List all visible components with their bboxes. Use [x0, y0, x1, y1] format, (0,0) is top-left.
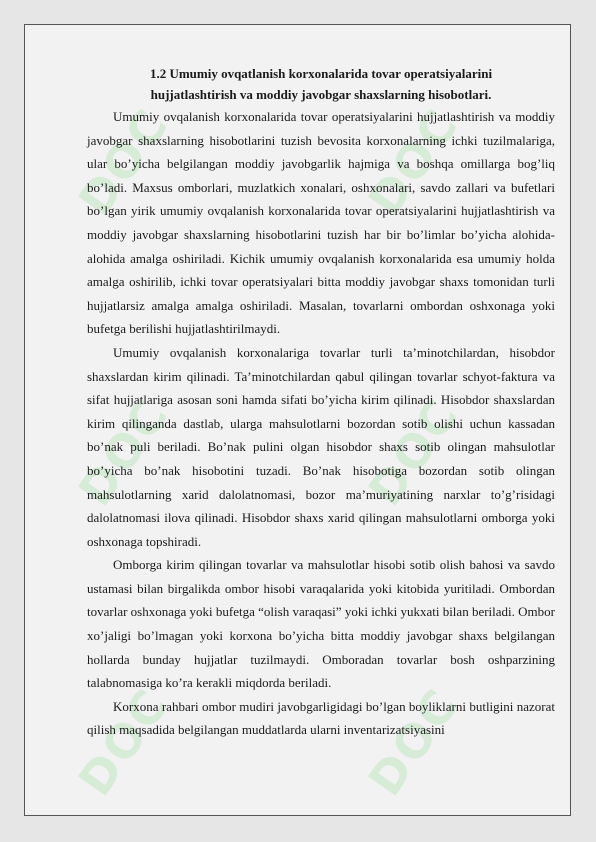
- document-page: [24, 24, 571, 816]
- paragraph-1: Umumiy ovqalanish korxonalarida tovar operatsiyalarini hujjatlashtirish va moddiy javobgar shaxslarning hisobotlarini tuzish bevosita korxonalarning ichki tuzilmalariga, ular bo’yicha belgilangan moddiy javobgarlik hajmiga va boshqa omillarga bog’liq bo’ladi. Maxsus omborlari, muzlatkich xonalari, oshxonalari, savdo zallari va bufetlari bo’lgan yirik umumiy ovqalanish korxonalarida tovar operatsiyalarini hujjatlashtirish va moddiy javobgar shaxslarning hisobotlarini tuzish har bir bo’limlar bo’yicha alohida-alohida amalga oshiriladi. Kichik umumiy ovqalanish korxonalarida esa umumiy holda amalga oshirilib, ichki tovar operatsiyalari bitta moddiy javobgar shaxs tomonidan turli hujjatlarsiz amalga amalga oshiriladi. Masalan, tovarlarni ombordan oshxonaga yoki bufetga berilishi hujjatlashtirilmaydi.: [87, 109, 555, 337]
- watermark: DOC: [67, 98, 180, 226]
- watermark: DOC: [357, 678, 470, 806]
- section-title-line-2: hujjatlashtirish va moddiy javobgar shaxslarning hisobotlari.: [150, 87, 492, 102]
- document-body: [87, 63, 555, 742]
- watermark: DOC: [357, 388, 470, 516]
- section-title-line-1: 1.2 Umumiy ovqatlanish korxonalarida tovar operatsiyalarini: [149, 66, 493, 81]
- watermark: DOC: [67, 388, 180, 516]
- paragraph-2: Umumiy ovqalanish korxonalariga tovarlar turli ta’minotchilardan, hisobdor shaxslardan kirim qilinadi. Ta’minotchilardan qabul qilingan tovarlar schyot-faktura va sifat hujjatlariga asosan soni hamda sifati bo’yicha kirim qilinadi. Hisobdor shaxslardan kirim qilinganda dastlab, ularga mahsulotlarni bozordan sotib olishi uchun kassadan bo’nak puli beriladi. Bo’nak pulini olgan hisobdor shaxs sotib olingan mahsulotlar bo’yicha bo’nak hisobotini tuzadi. Bo’nak hisobotiga bozordan sotib olingan mahsulotlarning xarid dalolatnomasi, bozor ma’muriyatining narxlar to’g’risidagi dalolatnomasi ilova qilinadi. Hisobdor shaxs xarid qilingan mahsulotlarni omborga yoki oshxonaga topshiradi.: [87, 344, 555, 549]
- paragraph-3: Omborga kirim qilingan tovarlar va mahsulotlar hisobi sotib olish bahosi va savdo ustamasi bilan birgalikda ombor hisobi varaqalarida yoki kitobida yuritiladi. Ombordan tovarlar oshxonaga yoki bufetga “olish varaqasi” yoki ichki yukxati bilan beriladi. Ombor xo’jaligi bo’lmagan yoki korxona bo’yicha bitta moddiy javobgar shaxs belgilangan hollarda bunday hujjatlar tuzilmaydi. Omboradan tovarlar bosh oshparzining talabnomasiga ko’ra kerakli miqdorda beriladi.: [87, 557, 555, 691]
- watermark: DOC: [67, 678, 180, 806]
- paragraph-4: Korxona rahbari ombor mudiri javobgarligidagi bo’lgan boyliklarni butligini nazorat qilish maqsadida belgilangan muddatlarda ularni inventarizatsiyasini: [87, 698, 555, 738]
- watermark: DOC: [357, 98, 470, 226]
